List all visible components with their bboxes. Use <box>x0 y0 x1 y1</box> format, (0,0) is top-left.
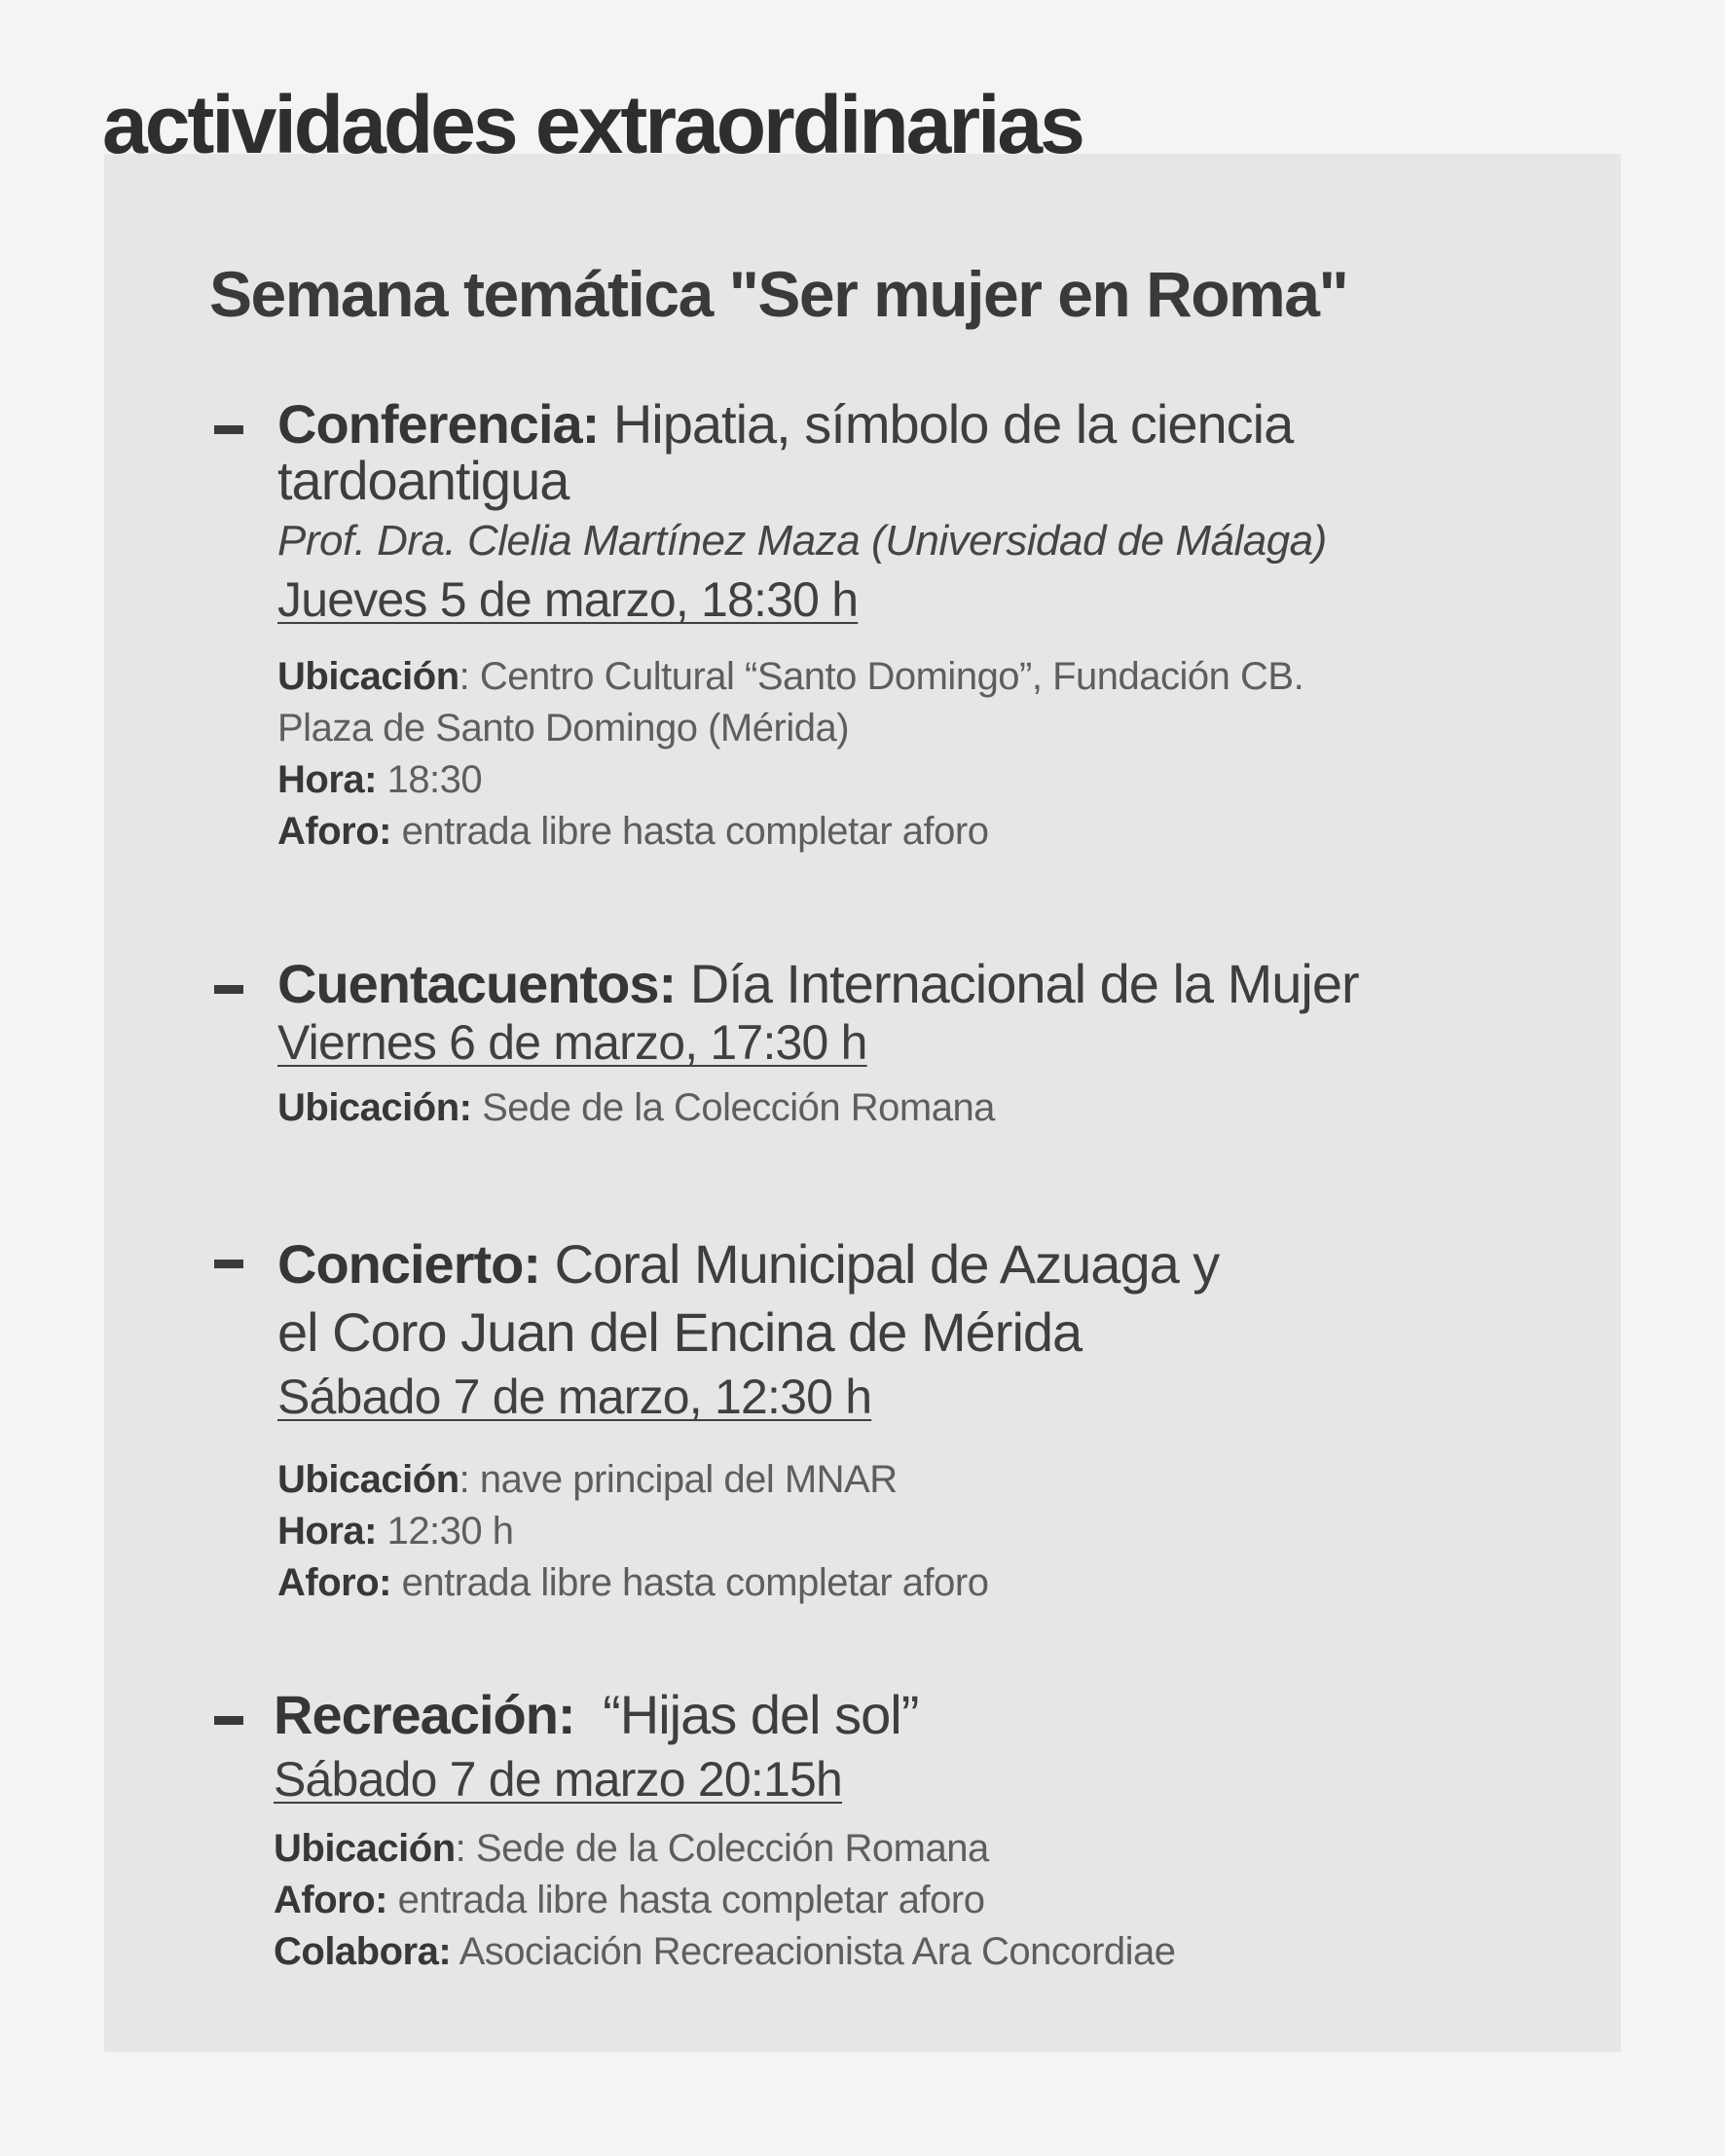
event-headline <box>277 1230 1572 1367</box>
event-title-line1: Día Internacional de la Mujer <box>689 953 1359 1014</box>
detail-label: Ubicación: <box>277 1086 472 1129</box>
event-title-line2: tardoantigua <box>277 450 569 511</box>
event-headline <box>274 1684 1570 1745</box>
bullet-dash <box>214 985 243 994</box>
event-date: Sábado 7 de marzo, 12:30 h <box>277 1370 872 1424</box>
event-title-line2: el Coro Juan del Encina de Mérida <box>277 1301 1083 1363</box>
detail-hora <box>277 754 1572 806</box>
detail-ubicacion <box>277 651 1572 703</box>
detail-label: Ubicación <box>274 1827 456 1870</box>
detail-aforo <box>277 806 1572 858</box>
event-type-label: Cuentacuentos: <box>277 953 677 1014</box>
detail-label: Hora: <box>277 1510 377 1553</box>
detail-colabora <box>274 1926 1570 1978</box>
detail-label: Ubicación <box>277 1458 459 1501</box>
section-title: Semana temática "Ser mujer en Roma" <box>209 258 1348 330</box>
bullet-dash <box>214 425 243 434</box>
event-date: Sábado 7 de marzo 20:15h <box>274 1752 843 1807</box>
detail-value: nave principal del MNAR <box>469 1458 898 1501</box>
event-title-line1: Coral Municipal de Azuaga y <box>554 1233 1220 1295</box>
detail-ubicacion <box>277 1454 1572 1506</box>
detail-value: entrada libre hasta completar aforo <box>386 1879 985 1921</box>
detail-ubicacion-line2: Plaza de Santo Domingo (Mérida) <box>277 707 850 749</box>
detail-label: Aforo: <box>274 1879 387 1921</box>
detail-label: Aforo: <box>277 810 391 853</box>
detail-separator: : <box>455 1827 466 1870</box>
detail-label: Hora: <box>277 758 377 801</box>
detail-ubicacion <box>277 1082 1572 1134</box>
detail-label: Aforo: <box>277 1561 391 1604</box>
event-details <box>277 651 1572 858</box>
detail-separator: : <box>459 1458 470 1501</box>
detail-aforo <box>274 1875 1570 1926</box>
detail-label: Colabora: <box>274 1930 452 1973</box>
event-headline <box>277 953 1572 1014</box>
event-details <box>277 1454 1572 1609</box>
event-details <box>277 1082 1572 1134</box>
bullet-dash <box>214 1260 243 1268</box>
detail-value: Sede de la Colección Romana <box>465 1827 989 1870</box>
event-type-label: Conferencia: <box>277 393 600 455</box>
detail-value: Asociación Recreacionista Ara Concordiae <box>451 1930 1176 1973</box>
detail-hora <box>277 1506 1572 1557</box>
detail-value: Sede de la Colección Romana <box>471 1086 995 1129</box>
event-speaker: Prof. Dra. Clelia Martínez Maza (Universidad de Málaga) <box>277 517 1327 565</box>
detail-value: entrada libre hasta completar aforo <box>390 810 989 853</box>
event-date: Viernes 6 de marzo, 17:30 h <box>277 1015 867 1070</box>
event-date: Jueves 5 de marzo, 18:30 h <box>277 572 859 627</box>
detail-aforo <box>277 1557 1572 1609</box>
event-title-line1: “Hijas del sol” <box>603 1684 919 1745</box>
event-title-line1: Hipatia, símbolo de la ciencia <box>612 393 1294 455</box>
page-title: actividades extraordinarias <box>102 79 1083 170</box>
event-details <box>274 1823 1570 1978</box>
event-headline <box>277 393 1572 511</box>
event-type-label: Concierto: <box>277 1233 540 1295</box>
detail-value: Centro Cultural “Santo Domingo”, Fundación CB. <box>469 655 1304 698</box>
detail-value: entrada libre hasta completar aforo <box>390 1561 989 1604</box>
detail-value: 18:30 <box>376 758 483 801</box>
bullet-dash <box>214 1716 243 1725</box>
detail-ubicacion <box>274 1823 1570 1875</box>
detail-separator: : <box>459 655 470 698</box>
detail-value: 12:30 h <box>376 1510 514 1553</box>
detail-label: Ubicación <box>277 655 459 698</box>
event-type-label: Recreación: <box>274 1684 575 1745</box>
